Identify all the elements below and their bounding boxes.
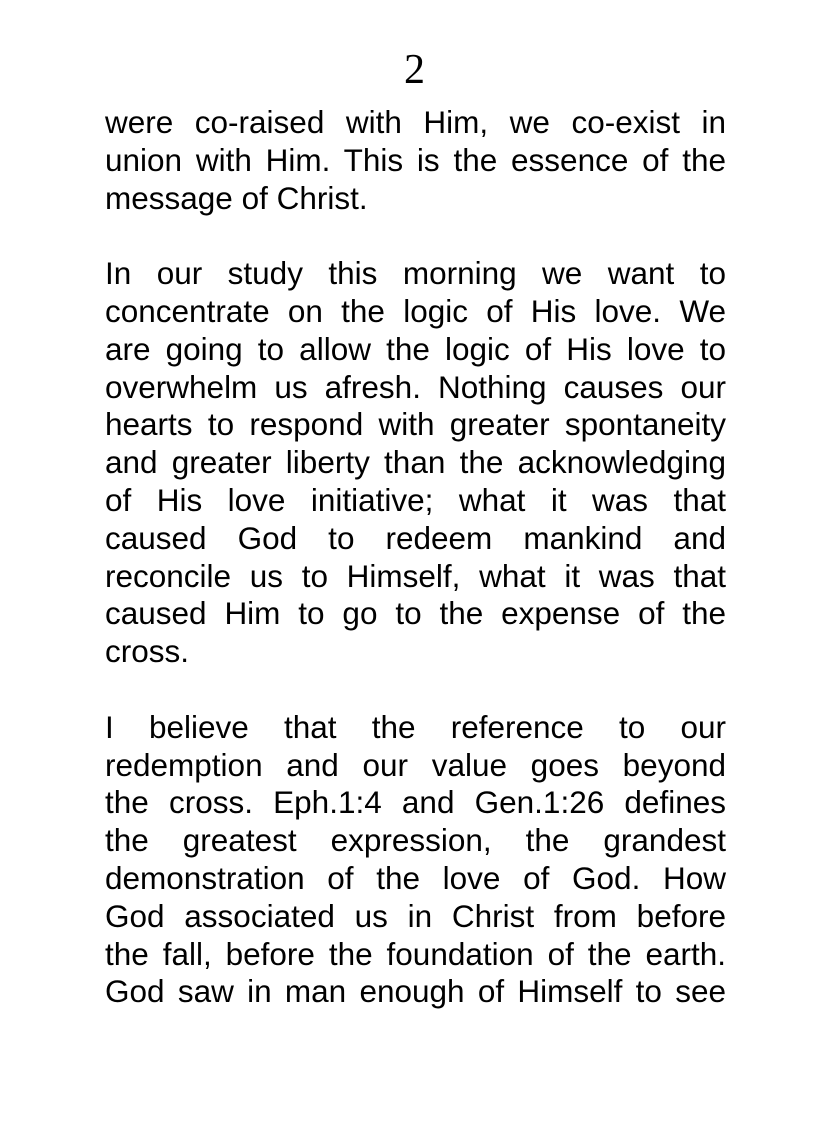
text-line: hearts to respond with greater spontaneity [105, 406, 726, 443]
text-line: reconcile us to Himself, what it was that [105, 557, 726, 594]
text-line: concentrate on the logic of His love. We [105, 292, 726, 329]
text-line: the greatest expression, the grandest [105, 822, 726, 859]
text-line: of His love initiative; what it was that [105, 481, 726, 518]
text-line: redemption and our value goes beyond [105, 746, 726, 783]
paragraph-1 [105, 104, 726, 217]
text-line: In our study this morning we want to [105, 255, 726, 292]
text-line: were co-raised with Him, we co-exist in [105, 104, 726, 140]
text-line: the cross. Eph.1:4 and Gen.1:26 defines [105, 784, 726, 821]
text-line: demonstration of the love of God. How [105, 859, 726, 896]
text-line: union with Him. This is the essence of the [105, 141, 726, 178]
text-line: God associated us in Christ from before [105, 897, 726, 934]
text-line: caused Him to go to the expense of the [105, 595, 726, 632]
text-line: overwhelm us afresh. Nothing causes our [105, 368, 726, 405]
body-text [105, 104, 726, 1049]
text-line: message of Christ. [105, 179, 368, 216]
text-line: I believe that the reference to our [105, 708, 726, 745]
text-line: God saw in man enough of Himself to see [105, 973, 726, 1010]
text-line: and greater liberty than the acknowledging [105, 444, 726, 481]
text-line: cross. [105, 633, 190, 670]
text-line: the fall, before the foundation of the earth. [105, 935, 726, 972]
paragraph-3 [105, 709, 726, 1011]
page-number: 2 [404, 47, 425, 93]
paragraph-2 [105, 255, 726, 671]
text-line: are going to allow the logic of His love to [105, 330, 726, 367]
text-line: caused God to redeem mankind and [105, 519, 726, 556]
